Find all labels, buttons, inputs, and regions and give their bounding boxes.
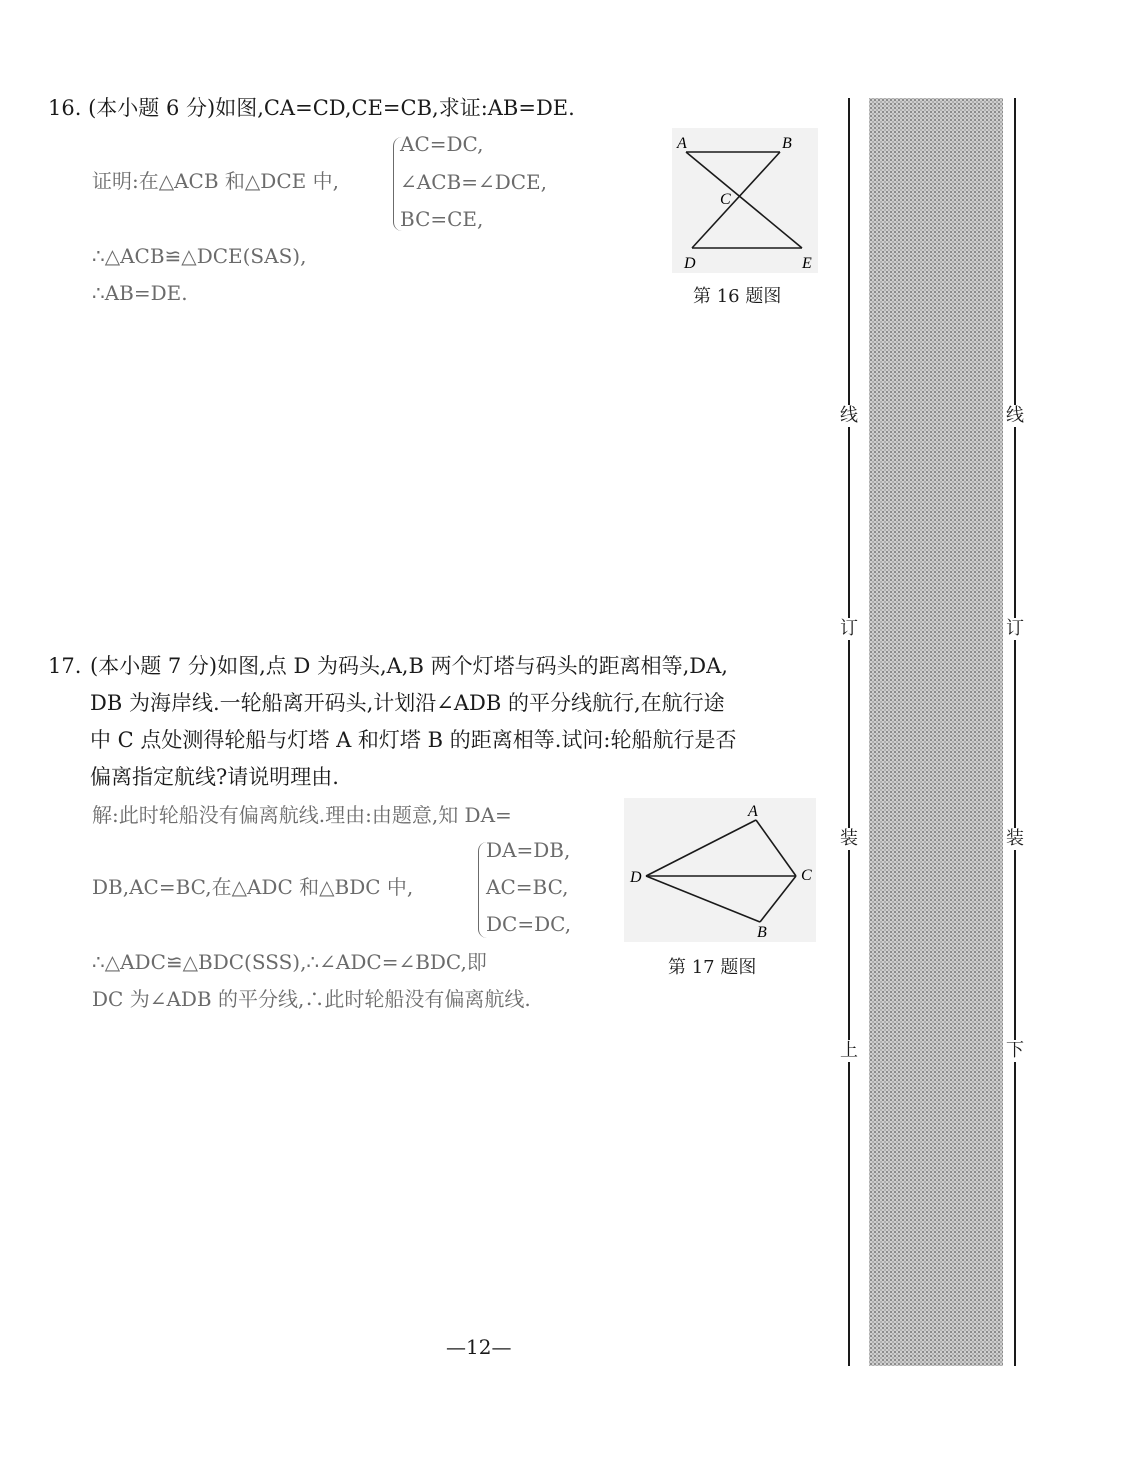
binding-char-left-2: 订 [840, 618, 858, 639]
binding-char-left-3: 装 [840, 828, 858, 849]
binding-char-right-2: 订 [1006, 618, 1024, 639]
q17-solution-line-4: DC 为∠ADB 的平分线,∴此时轮船没有偏离航线. [92, 987, 531, 1011]
q17-solution-line-2: DB,AC=BC,在△ADC 和△BDC 中, [92, 875, 414, 899]
q16-figure-caption: 第 16 题图 [693, 286, 782, 307]
q17-number: 17. [48, 654, 82, 678]
binding-line-left [848, 98, 850, 1366]
q17-figure [624, 798, 816, 942]
q17-solution-line-1: 解:此时轮船没有偏离航线.理由:由题意,知 DA= [92, 803, 512, 827]
q17-line-4: 偏离指定航线?请说明理由. [90, 765, 339, 789]
binding-char-right-1: 线 [1006, 405, 1024, 426]
label-C: C [720, 191, 731, 208]
q16-number: 16. [48, 96, 82, 120]
label-E: E [802, 255, 812, 272]
q17-line-1: (本小题 7 分)如图,点 D 为码头,A,B 两个灯塔与码头的距离相等,DA, [90, 654, 728, 678]
q16-conclusion-1: ∴△ACB≌△DCE(SAS), [92, 244, 307, 268]
q16-system-line-3: BC=CE, [400, 207, 484, 231]
label-B: B [757, 924, 767, 941]
q16-header-text: (本小题 6 分)如图,CA=CD,CE=CB,求证:AB=DE. [88, 96, 575, 120]
label-C: C [801, 867, 812, 884]
q17-figure-caption: 第 17 题图 [668, 957, 757, 978]
label-A: A [677, 135, 687, 152]
q17-line-3: 中 C 点处测得轮船与灯塔 A 和灯塔 B 的距离相等.试问:轮船航行是否 [90, 728, 737, 752]
binding-char-left-1: 线 [840, 405, 858, 426]
q16-figure [672, 128, 818, 273]
binding-hatch-strip [869, 98, 1003, 1366]
binding-char-right-4: 下 [1006, 1040, 1024, 1061]
q17-line-2: DB 为海岸线.一轮船离开码头,计划沿∠ADB 的平分线航行,在航行途 [90, 691, 725, 715]
q17-figure-bg [624, 798, 816, 942]
q16-system-line-2: ∠ACB=∠DCE, [400, 170, 548, 194]
q17-system-line-2: AC=BC, [486, 875, 569, 899]
page-number: —12— [446, 1335, 512, 1359]
q16-system-line-1: AC=DC, [400, 132, 484, 156]
label-A: A [748, 803, 758, 820]
label-D: D [684, 255, 696, 272]
binding-char-right-3: 装 [1006, 828, 1024, 849]
q17-solution-line-3: ∴△ADC≌△BDC(SSS),∴∠ADC=∠BDC,即 [92, 950, 487, 974]
q16-header [48, 90, 575, 127]
label-D: D [630, 869, 642, 886]
q16-proof-intro: 证明:在△ACB 和△DCE 中, [92, 169, 339, 193]
q17-system-line-1: DA=DB, [486, 838, 571, 862]
binding-line-right [1014, 98, 1016, 1366]
q16-conclusion-2: ∴AB=DE. [92, 281, 188, 305]
binding-char-left-4: 上 [840, 1040, 858, 1061]
q17-system-line-3: DC=DC, [486, 912, 572, 936]
label-B: B [782, 135, 792, 152]
